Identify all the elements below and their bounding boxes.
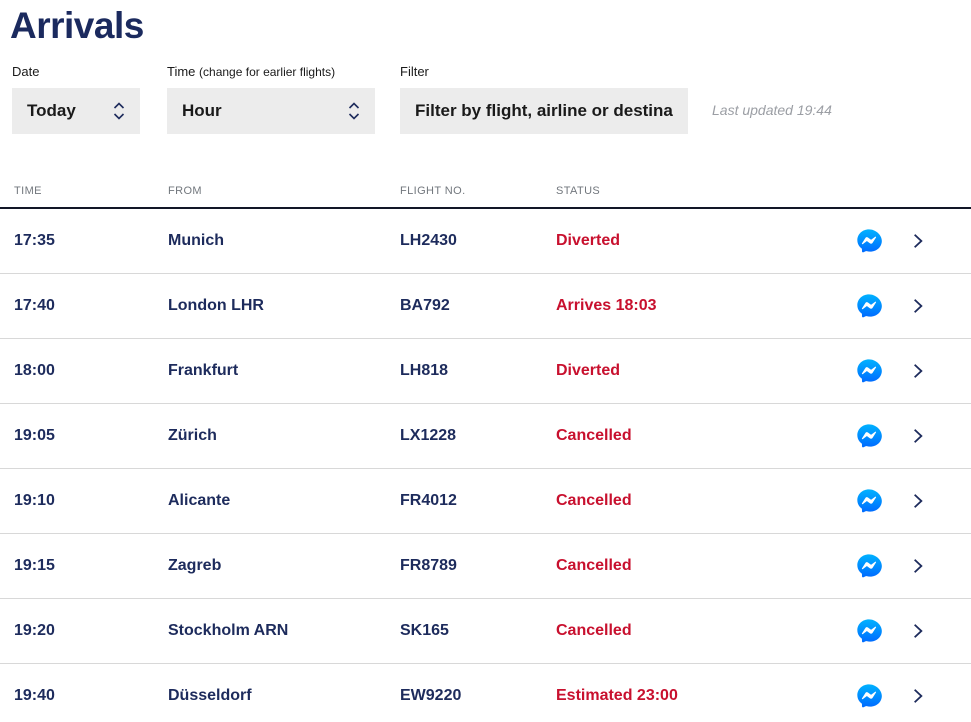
- flight-number: LH818: [400, 362, 449, 379]
- table-row[interactable]: [0, 404, 971, 469]
- flight-origin: Munich: [168, 232, 224, 249]
- messenger-icon[interactable]: [855, 357, 883, 385]
- time-label-note: (change for earlier flights): [199, 65, 336, 79]
- time-select-value: Hour: [182, 101, 222, 120]
- date-label: Date: [12, 64, 40, 79]
- chevron-right-icon[interactable]: [908, 296, 928, 316]
- flight-number: BA792: [400, 297, 450, 314]
- select-stepper-icon: [111, 100, 127, 122]
- flight-time: 19:40: [14, 687, 55, 704]
- flight-time: 17:40: [14, 297, 55, 314]
- flight-time: 19:05: [14, 427, 55, 444]
- table-row[interactable]: [0, 664, 971, 722]
- flight-number: LX1228: [400, 427, 457, 444]
- messenger-icon[interactable]: [855, 227, 883, 255]
- flight-status: Cancelled: [556, 427, 632, 444]
- chevron-right-icon[interactable]: [908, 556, 928, 576]
- flight-status: Cancelled: [556, 492, 632, 509]
- flight-time: 17:35: [14, 232, 55, 249]
- row-actions: [820, 599, 971, 663]
- flight-origin: Alicante: [168, 492, 231, 509]
- column-header-flight-no: FLIGHT NO.: [400, 184, 466, 197]
- date-control: [12, 64, 140, 134]
- flight-origin: London LHR: [168, 297, 264, 314]
- select-stepper-icon: [346, 100, 362, 122]
- chevron-right-icon[interactable]: [908, 361, 928, 381]
- controls-bar: [12, 64, 971, 134]
- column-header-from: FROM: [168, 184, 202, 197]
- flight-status: Diverted: [556, 232, 621, 249]
- chevron-right-icon[interactable]: [908, 491, 928, 511]
- date-select-value: Today: [27, 101, 76, 120]
- flight-number: EW9220: [400, 687, 462, 704]
- messenger-icon[interactable]: [855, 422, 883, 450]
- table-row[interactable]: [0, 209, 971, 274]
- chevron-right-icon[interactable]: [908, 231, 928, 251]
- filter-control: [400, 64, 688, 134]
- messenger-icon[interactable]: [855, 617, 883, 645]
- flight-status: Cancelled: [556, 557, 632, 574]
- row-actions: [820, 339, 971, 403]
- flight-number: LH2430: [400, 232, 457, 249]
- time-select[interactable]: [167, 88, 375, 134]
- chevron-right-icon[interactable]: [908, 621, 928, 641]
- chevron-right-icon[interactable]: [908, 686, 928, 706]
- time-control: [167, 64, 375, 134]
- column-header-time: TIME: [14, 184, 42, 197]
- time-label: Time (change for earlier flights): [167, 64, 336, 79]
- table-row[interactable]: [0, 339, 971, 404]
- row-actions: [820, 274, 971, 338]
- flights-table-body: [0, 209, 971, 722]
- flight-origin: Zürich: [168, 427, 217, 444]
- flight-origin: Düsseldorf: [168, 687, 252, 704]
- flight-origin: Stockholm ARN: [168, 622, 289, 639]
- filter-input[interactable]: [400, 88, 688, 134]
- last-updated-text: Last updated 19:44: [712, 102, 832, 118]
- flights-table: [0, 174, 971, 722]
- flight-number: FR4012: [400, 492, 457, 509]
- flight-time: 19:20: [14, 622, 55, 639]
- messenger-icon[interactable]: [855, 552, 883, 580]
- flight-time: 19:10: [14, 492, 55, 509]
- table-row[interactable]: [0, 599, 971, 664]
- row-actions: [820, 469, 971, 533]
- messenger-icon[interactable]: [855, 487, 883, 515]
- table-row[interactable]: [0, 534, 971, 599]
- table-header-row: [0, 174, 971, 209]
- column-header-status: STATUS: [556, 184, 601, 197]
- date-select[interactable]: [12, 88, 140, 134]
- flight-status: Cancelled: [556, 622, 632, 639]
- chevron-right-icon[interactable]: [908, 426, 928, 446]
- page-title: Arrivals: [10, 5, 144, 46]
- flight-number: FR8789: [400, 557, 457, 574]
- flight-status: Diverted: [556, 362, 621, 379]
- flight-time: 18:00: [14, 362, 55, 379]
- filter-label: Filter: [400, 64, 429, 79]
- row-actions: [820, 404, 971, 468]
- messenger-icon[interactable]: [855, 292, 883, 320]
- flight-origin: Frankfurt: [168, 362, 239, 379]
- row-actions: [820, 664, 971, 722]
- flight-status: Estimated 23:00: [556, 687, 678, 704]
- row-actions: [820, 534, 971, 598]
- flight-origin: Zagreb: [168, 557, 222, 574]
- flight-status: Arrives 18:03: [556, 297, 657, 314]
- table-row[interactable]: [0, 274, 971, 339]
- flight-time: 19:15: [14, 557, 55, 574]
- table-row[interactable]: [0, 469, 971, 534]
- flight-number: SK165: [400, 622, 449, 639]
- messenger-icon[interactable]: [855, 682, 883, 710]
- row-actions: [820, 209, 971, 273]
